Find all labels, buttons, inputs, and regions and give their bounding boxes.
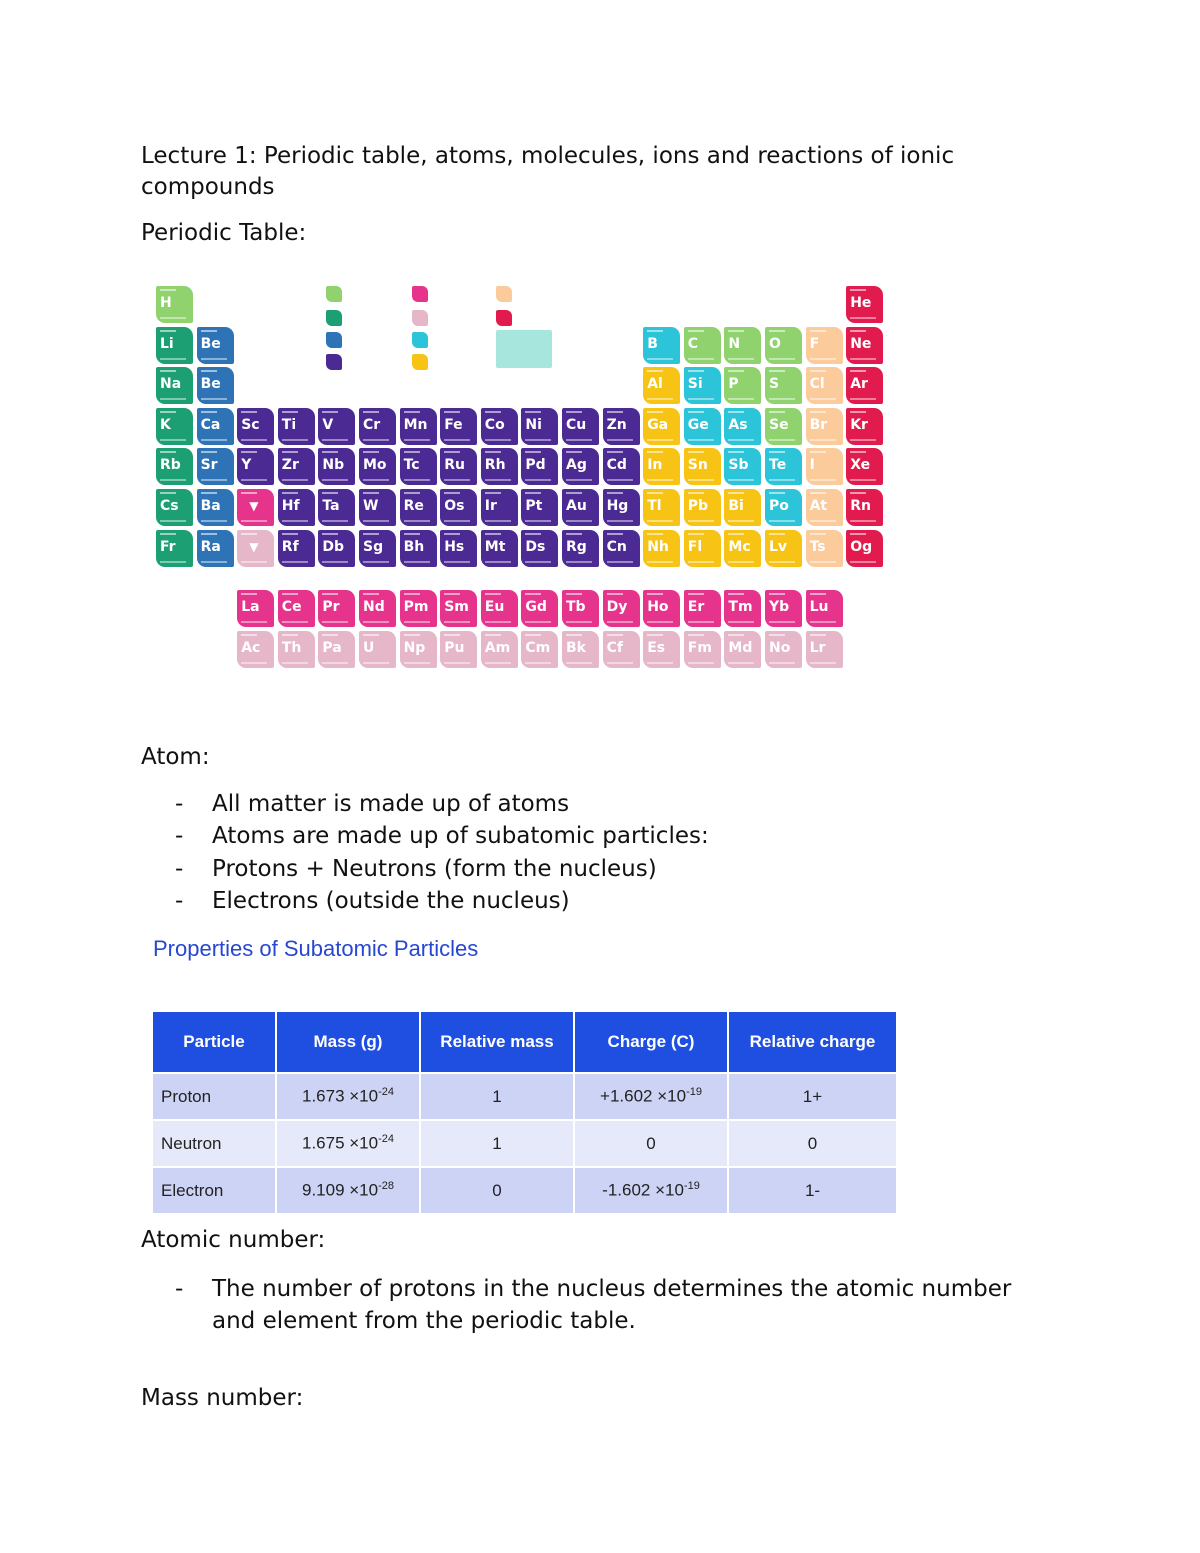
element-cell: C <box>684 327 721 364</box>
table-cell: 1- <box>728 1167 896 1213</box>
element-cell: I <box>806 448 843 485</box>
element-cell: Ne <box>846 327 883 364</box>
element-cell: Ds <box>521 530 558 567</box>
element-cell: P <box>724 367 761 404</box>
list-item: - Electrons (outside the nucleus) <box>141 885 1041 917</box>
element-cell: Hg <box>603 489 640 526</box>
column-header: Charge (C) <box>574 1012 728 1073</box>
element-cell: Np <box>400 631 437 668</box>
element-cell: Ti <box>278 408 315 445</box>
element-cell: Rg <box>562 530 599 567</box>
table-cell: 0 <box>728 1120 896 1167</box>
element-cell: Ga <box>643 408 680 445</box>
table-cell: $-1.602 \times 10^{-19}$ <box>574 1167 728 1213</box>
element-cell: Ir <box>481 489 518 526</box>
element-cell <box>237 489 274 526</box>
table-cell: $1.673 \times 10^{-24}$ <box>276 1073 420 1120</box>
legend-swatch <box>496 286 512 302</box>
element-cell: Lu <box>806 590 843 627</box>
legend-swatch <box>326 310 342 326</box>
element-cell: Sr <box>197 448 234 485</box>
element-cell: Nd <box>359 590 396 627</box>
element-cell: O <box>765 327 802 364</box>
bullet-dash: - <box>175 887 184 914</box>
element-cell: Cm <box>521 631 558 668</box>
element-cell: Si <box>684 367 721 404</box>
element-cell: Te <box>765 448 802 485</box>
element-cell: Cr <box>359 408 396 445</box>
element-cell: Nb <box>318 448 355 485</box>
legend-swatch <box>326 286 342 302</box>
element-cell: Bk <box>562 631 599 668</box>
periodic-table-heading: Periodic Table: <box>141 220 307 246</box>
element-cell: Na <box>156 367 193 404</box>
element-cell: Pm <box>400 590 437 627</box>
element-cell: Hf <box>278 489 315 526</box>
legend-swatch <box>326 332 342 348</box>
legend-state-box <box>496 330 552 368</box>
element-cell: Zr <box>278 448 315 485</box>
element-cell: No <box>765 631 802 668</box>
table-cell: 1 <box>420 1120 574 1167</box>
element-cell: Tb <box>562 590 599 627</box>
element-cell: H <box>156 286 193 323</box>
element-cell: Ar <box>846 367 883 404</box>
chevron-down-icon: ▼ <box>249 499 259 513</box>
element-cell: Nh <box>643 530 680 567</box>
subatomic-particles-table <box>153 1012 896 1213</box>
element-cell: Lv <box>765 530 802 567</box>
element-cell: Am <box>481 631 518 668</box>
element-cell: Ce <box>278 590 315 627</box>
element-cell: As <box>724 408 761 445</box>
document-title: Lecture 1: Periodic table, atoms, molecules, ions and reactions of ionic compounds <box>141 143 955 200</box>
table-cell: Proton <box>153 1073 276 1120</box>
table-header-row <box>153 1012 896 1073</box>
element-cell: Yb <box>765 590 802 627</box>
element-cell: Ge <box>684 408 721 445</box>
element-cell: Mt <box>481 530 518 567</box>
element-cell: Po <box>765 489 802 526</box>
element-cell: Cd <box>603 448 640 485</box>
table-cell: 1 <box>420 1073 574 1120</box>
element-cell: B <box>643 327 680 364</box>
element-cell: Db <box>318 530 355 567</box>
table-cell: $1.675 \times 10^{-24}$ <box>276 1120 420 1167</box>
legend-swatch <box>412 332 428 348</box>
element-cell: W <box>359 489 396 526</box>
element-cell: He <box>846 286 883 323</box>
table-row <box>153 1073 896 1120</box>
element-cell: Ac <box>237 631 274 668</box>
element-cell: Rb <box>156 448 193 485</box>
element-cell: Bi <box>724 489 761 526</box>
legend-swatch <box>326 354 342 370</box>
bullet-dash: - <box>175 855 184 882</box>
element-cell: Sn <box>684 448 721 485</box>
element-cell: Fl <box>684 530 721 567</box>
element-cell: Mo <box>359 448 396 485</box>
element-cell: In <box>643 448 680 485</box>
column-header: Mass (g) <box>276 1012 420 1073</box>
element-cell: Zn <box>603 408 640 445</box>
element-cell: Cu <box>562 408 599 445</box>
atomic-number-list <box>141 1273 1041 1338</box>
table-cell: Electron <box>153 1167 276 1213</box>
table-cell: Neutron <box>153 1120 276 1167</box>
element-cell: N <box>724 327 761 364</box>
element-cell: Pd <box>521 448 558 485</box>
atom-bullet-list <box>141 788 1041 917</box>
element-cell: Hs <box>440 530 477 567</box>
element-cell: Ru <box>440 448 477 485</box>
element-cell: Ag <box>562 448 599 485</box>
element-cell: Rf <box>278 530 315 567</box>
element-cell: Se <box>765 408 802 445</box>
element-cell: Gd <box>521 590 558 627</box>
element-cell: Tm <box>724 590 761 627</box>
element-cell: F <box>806 327 843 364</box>
element-cell: Ba <box>197 489 234 526</box>
element-cell: Er <box>684 590 721 627</box>
element-cell: Mn <box>400 408 437 445</box>
element-cell: Rh <box>481 448 518 485</box>
element-cell: Tc <box>400 448 437 485</box>
element-cell: Fr <box>156 530 193 567</box>
chevron-down-icon: ▼ <box>249 539 259 554</box>
element-cell: Co <box>481 408 518 445</box>
element-cell: Fm <box>684 631 721 668</box>
element-cell: Ta <box>318 489 355 526</box>
element-cell <box>237 530 274 567</box>
element-cell: Os <box>440 489 477 526</box>
column-header: Relative mass <box>420 1012 574 1073</box>
table-cell: $9.109 \times 10^{-28}$ <box>276 1167 420 1213</box>
element-cell: Mc <box>724 530 761 567</box>
bullet-dash: - <box>175 823 184 850</box>
legend-swatch <box>496 310 512 326</box>
column-header: Relative charge <box>728 1012 896 1073</box>
list-item: - The number of protons in the nucleus determines the atomic number and element from the periodic table. <box>141 1273 1041 1338</box>
element-cell: Cs <box>156 489 193 526</box>
element-cell: Al <box>643 367 680 404</box>
element-cell: Be <box>197 367 234 404</box>
atomic-number-heading: Atomic number: <box>141 1227 326 1253</box>
subatomic-table-title: Properties of Subatomic Particles <box>153 936 479 961</box>
list-item: - All matter is made up of atoms <box>141 788 1041 820</box>
element-cell: U <box>359 631 396 668</box>
bullet-dash: - <box>175 1276 184 1302</box>
table-cell: 0 <box>574 1120 728 1167</box>
element-cell: Dy <box>603 590 640 627</box>
list-item: - Atoms are made up of subatomic particles: <box>141 820 1041 852</box>
element-cell: Es <box>643 631 680 668</box>
table-cell: 0 <box>420 1167 574 1213</box>
element-cell: Pb <box>684 489 721 526</box>
element-cell: Cf <box>603 631 640 668</box>
column-header: Particle <box>153 1012 276 1073</box>
element-cell: Sc <box>237 408 274 445</box>
element-cell: Cl <box>806 367 843 404</box>
element-cell: Au <box>562 489 599 526</box>
element-cell: Ra <box>197 530 234 567</box>
periodic-table-image <box>150 268 910 678</box>
element-cell: V <box>318 408 355 445</box>
element-cell: Pr <box>318 590 355 627</box>
element-cell: Pt <box>521 489 558 526</box>
element-cell: Ca <box>197 408 234 445</box>
element-cell: Cn <box>603 530 640 567</box>
element-cell: La <box>237 590 274 627</box>
mass-number-heading: Mass number: <box>141 1385 304 1411</box>
table-cell: $+1.602 \times 10^{-19}$ <box>574 1073 728 1120</box>
element-cell: Ts <box>806 530 843 567</box>
legend-swatch <box>412 286 428 302</box>
element-cell: Br <box>806 408 843 445</box>
element-cell: Tl <box>643 489 680 526</box>
element-cell: Og <box>846 530 883 567</box>
element-cell: Pu <box>440 631 477 668</box>
element-cell: Lr <box>806 631 843 668</box>
element-cell: K <box>156 408 193 445</box>
element-cell: Eu <box>481 590 518 627</box>
element-cell: Sg <box>359 530 396 567</box>
element-cell: Md <box>724 631 761 668</box>
element-cell: Sm <box>440 590 477 627</box>
element-cell: Ni <box>521 408 558 445</box>
atom-heading: Atom: <box>141 744 210 770</box>
element-cell: Be <box>197 327 234 364</box>
element-cell: Rn <box>846 489 883 526</box>
table-row <box>153 1120 896 1167</box>
element-cell: Ho <box>643 590 680 627</box>
table-cell: 1+ <box>728 1073 896 1120</box>
element-cell: Kr <box>846 408 883 445</box>
element-cell: Y <box>237 448 274 485</box>
element-cell: Re <box>400 489 437 526</box>
element-cell: Xe <box>846 448 883 485</box>
table-row <box>153 1167 896 1213</box>
element-cell: Fe <box>440 408 477 445</box>
list-item: - Protons + Neutrons (form the nucleus) <box>141 853 1041 885</box>
element-cell: At <box>806 489 843 526</box>
element-cell: Th <box>278 631 315 668</box>
element-cell: Li <box>156 327 193 364</box>
element-cell: Sb <box>724 448 761 485</box>
element-cell: Bh <box>400 530 437 567</box>
bullet-dash: - <box>175 791 184 817</box>
legend-swatch <box>412 310 428 326</box>
element-cell: S <box>765 367 802 404</box>
legend-swatch <box>412 354 428 370</box>
element-cell: Pa <box>318 631 355 668</box>
